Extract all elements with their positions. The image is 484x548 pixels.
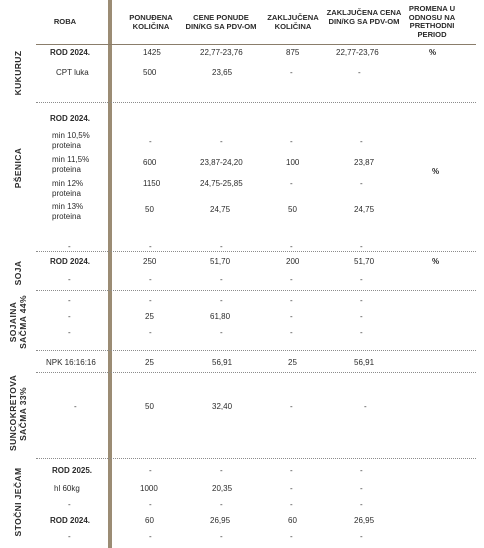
- cell-price: -: [220, 532, 223, 541]
- row-label: ROD 2025.: [52, 466, 93, 475]
- cell-price: 20,35: [212, 484, 233, 493]
- cell-closed-quantity: 200: [286, 257, 300, 266]
- row-label: ROD 2024.: [50, 516, 91, 525]
- cell-closed-quantity: -: [290, 179, 293, 188]
- cell-price: 24,75-25,85: [200, 179, 243, 188]
- row-label: min 11,5% proteina: [52, 155, 90, 174]
- section-psenica: PŠENICA: [13, 147, 23, 189]
- row-label: ROD 2024.: [50, 114, 91, 123]
- row-label: min 13% proteina: [52, 202, 84, 221]
- cell-price: -: [220, 500, 223, 509]
- cell-quantity: 50: [145, 402, 154, 411]
- cell-change: %: [432, 257, 440, 266]
- cell-closed-price: -: [360, 466, 363, 475]
- cell-closed-quantity: 875: [286, 48, 300, 57]
- cell-closed-price: 26,95: [354, 516, 375, 525]
- cell-quantity: -: [149, 275, 152, 284]
- row-label: -: [74, 402, 77, 411]
- section-suncokretova: SUNCOKRETOVA SAČMA 33%: [8, 374, 28, 451]
- cell-closed-price: 24,75: [354, 205, 375, 214]
- cell-closed-price: 51,70: [354, 257, 375, 266]
- cell-closed-price: -: [360, 275, 363, 284]
- cell-quantity: 1150: [143, 179, 161, 188]
- row-label: NPK 16:16:16: [46, 358, 96, 367]
- header-cene-ponude: CENE PONUDE DIN/KG SA PDV-OM: [185, 13, 257, 31]
- row-label: min 12% proteina: [52, 179, 84, 198]
- cell-price: 56,91: [212, 358, 233, 367]
- row-label: -: [68, 312, 71, 321]
- cell-closed-quantity: -: [290, 328, 293, 337]
- cell-price: -: [220, 242, 223, 251]
- cell-closed-quantity: -: [290, 137, 293, 146]
- cell-price: 22,77-23,76: [200, 48, 243, 57]
- cell-closed-quantity: -: [290, 402, 293, 411]
- cell-price: 32,40: [212, 402, 233, 411]
- cell-change: %: [429, 48, 437, 57]
- separator: [36, 458, 476, 459]
- cell-closed-price: 56,91: [354, 358, 375, 367]
- row-label: -: [68, 532, 71, 541]
- header-divider: [36, 44, 476, 45]
- cell-closed-quantity: -: [290, 532, 293, 541]
- cell-closed-quantity: 60: [288, 516, 297, 525]
- header-zakljucena-cena: ZAKLJUČENA CENA DIN/KG SA PDV-OM: [326, 8, 402, 26]
- row-label: hl 60kg: [54, 484, 80, 493]
- cell-price: 26,95: [210, 516, 231, 525]
- cell-quantity: 25: [145, 312, 154, 321]
- cell-price: -: [220, 466, 223, 475]
- cell-closed-quantity: -: [290, 296, 293, 305]
- cell-quantity: -: [149, 500, 152, 509]
- header-promena: PROMENA U ODNOSU NA PRETHODNI PERIOD: [408, 4, 456, 39]
- cell-quantity: 600: [143, 158, 157, 167]
- row-label: min 10,5% proteina: [52, 131, 90, 150]
- cell-closed-price: -: [360, 484, 363, 493]
- row-label: -: [68, 500, 71, 509]
- cell-quantity: 25: [145, 358, 154, 367]
- cell-price: -: [220, 137, 223, 146]
- section-soja: SOJA: [13, 260, 23, 286]
- cell-price: 23,65: [212, 68, 233, 77]
- cell-closed-quantity: 25: [288, 358, 297, 367]
- cell-price: 51,70: [210, 257, 231, 266]
- cell-quantity: -: [149, 532, 152, 541]
- cell-closed-price: -: [360, 296, 363, 305]
- cell-closed-price: -: [360, 328, 363, 337]
- cell-closed-price: -: [360, 242, 363, 251]
- cell-closed-quantity: -: [290, 68, 293, 77]
- cell-quantity: -: [149, 296, 152, 305]
- cell-closed-quantity: -: [290, 275, 293, 284]
- cell-quantity: 1425: [143, 48, 161, 57]
- cell-closed-price: 22,77-23,76: [336, 48, 379, 57]
- cell-closed-price: -: [360, 532, 363, 541]
- separator: [36, 350, 476, 351]
- cell-closed-quantity: -: [290, 484, 293, 493]
- vertical-divider: [108, 0, 112, 548]
- cell-quantity: 1000: [140, 484, 158, 493]
- cell-quantity: 60: [145, 516, 154, 525]
- cell-closed-price: -: [358, 68, 361, 77]
- row-label: -: [68, 275, 71, 284]
- cell-closed-quantity: 50: [288, 205, 297, 214]
- row-label: -: [68, 242, 71, 251]
- row-label: -: [68, 328, 71, 337]
- cell-quantity: -: [149, 242, 152, 251]
- section-stocni: STOČNI JEČAM: [13, 467, 23, 537]
- cell-closed-price: 23,87: [354, 158, 375, 167]
- cell-price: 61,80: [210, 312, 231, 321]
- row-label: ROD 2024.: [50, 48, 91, 57]
- cell-closed-quantity: -: [290, 312, 293, 321]
- header-roba: ROBA: [53, 17, 77, 26]
- cell-quantity: 250: [143, 257, 157, 266]
- cell-quantity: -: [149, 328, 152, 337]
- cell-price: -: [220, 275, 223, 284]
- row-label: CPT luka: [56, 68, 89, 77]
- cell-closed-price: -: [360, 179, 363, 188]
- separator: [36, 372, 476, 373]
- header-ponudjena: PONUĐENA KOLIČINA: [129, 13, 173, 31]
- cell-quantity: 50: [145, 205, 154, 214]
- cell-closed-quantity: -: [290, 242, 293, 251]
- cell-closed-price: -: [360, 500, 363, 509]
- separator: [36, 251, 476, 252]
- section-sojaina: SOJAINA SAČMA 44%: [8, 295, 28, 349]
- cell-closed-quantity: -: [290, 500, 293, 509]
- cell-closed-quantity: 100: [286, 158, 300, 167]
- section-kukuruz: KUKURUZ: [13, 50, 23, 96]
- row-label: -: [68, 296, 71, 305]
- cell-price: 23,87-24,20: [200, 158, 243, 167]
- cell-closed-price: -: [360, 137, 363, 146]
- header-zakljucena: ZAKLJUČENA KOLIČINA: [267, 13, 319, 31]
- cell-quantity: -: [149, 137, 152, 146]
- cell-closed-price: -: [360, 312, 363, 321]
- cell-closed-quantity: -: [290, 466, 293, 475]
- cell-quantity: 500: [143, 68, 157, 77]
- row-label: ROD 2024.: [50, 257, 91, 266]
- separator: [36, 102, 476, 103]
- cell-price: 24,75: [210, 205, 231, 214]
- cell-change: %: [432, 167, 440, 176]
- cell-closed-price: -: [364, 402, 367, 411]
- separator: [36, 290, 476, 291]
- cell-quantity: -: [149, 466, 152, 475]
- cell-price: -: [220, 328, 223, 337]
- cell-price: -: [220, 296, 223, 305]
